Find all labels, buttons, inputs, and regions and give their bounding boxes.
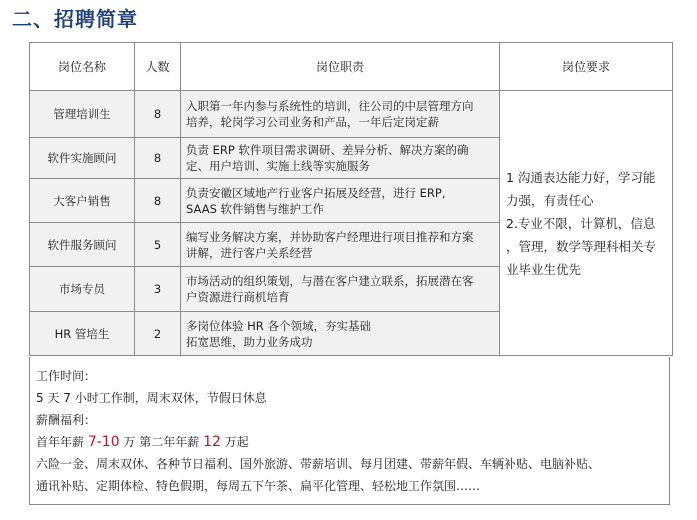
duty-line: 定、用户培训、实施上线等实施服务 bbox=[186, 159, 370, 173]
benefits-line: 六险一金、周末双休、各种节日福利、国外旅游、带薪培训、每月团建、带薪年假、车辆补贴、电脑补贴、 bbox=[36, 457, 601, 471]
duty-line: 市场活动的组织策划，与潜在客户建立联系，拓展潜在客 bbox=[186, 274, 474, 288]
duty-line: 拓宽思维，助力业务成功 bbox=[186, 334, 313, 349]
recruitment-table bbox=[29, 42, 673, 356]
duty-cell bbox=[181, 179, 500, 223]
position-name: HR 管培生 bbox=[30, 312, 135, 356]
duty-cell bbox=[181, 91, 500, 138]
position-name: 软件服务顾问 bbox=[30, 223, 135, 267]
salary-prefix: 首年年薪 bbox=[36, 435, 88, 449]
duty-line: 负责 ERP 软件项目需求调研、差异分析、解决方案的确 bbox=[186, 143, 469, 157]
headcount: 5 bbox=[135, 223, 181, 267]
duty-cell bbox=[181, 267, 500, 312]
duty-cell bbox=[181, 312, 500, 356]
duty-line: 户资源进行商机培育 bbox=[186, 290, 290, 304]
requirement-line: 1 沟通表达能力好，学习能 bbox=[506, 169, 656, 185]
headcount: 3 bbox=[135, 267, 181, 312]
headcount: 2 bbox=[135, 312, 181, 356]
requirement-line: 2.专业不限，计算机，信息 bbox=[506, 215, 656, 231]
requirement-line: ，管理，数学等理科相关专 bbox=[506, 238, 657, 254]
position-name: 管理培训生 bbox=[30, 91, 135, 138]
header-headcount: 人数 bbox=[135, 43, 181, 91]
duty-line: SAAS 软件销售与维护工作 bbox=[186, 201, 325, 216]
section-heading: 二、招聘简章 bbox=[12, 7, 138, 31]
duty-line: 多岗位体验 HR 各个领域，夯实基础 bbox=[186, 318, 371, 333]
work-time-label: 工作时间： bbox=[36, 369, 97, 383]
position-name: 软件实施顾问 bbox=[30, 138, 135, 179]
benefits-line: 通讯补贴、定期体检、特色假期，每周五下午茶、扁平化管理、轻松地工作氛围…… bbox=[36, 479, 481, 493]
first-year-salary: 7-10 bbox=[87, 434, 120, 450]
requirement-line: 力强，有责任心 bbox=[506, 192, 594, 208]
header-position-name: 岗位名称 bbox=[30, 43, 135, 91]
position-name: 大客户销售 bbox=[30, 179, 135, 223]
duty-cell bbox=[181, 138, 500, 179]
second-year-salary: 12 bbox=[203, 434, 221, 450]
headcount: 8 bbox=[135, 91, 181, 138]
table-header-row bbox=[30, 43, 673, 91]
welfare-box bbox=[29, 357, 670, 505]
table-row bbox=[30, 91, 673, 138]
header-requirements: 岗位要求 bbox=[500, 43, 673, 91]
requirement-line: 业毕业生优先 bbox=[506, 261, 582, 277]
duty-cell bbox=[181, 223, 500, 267]
headcount: 8 bbox=[135, 138, 181, 179]
headcount: 8 bbox=[135, 179, 181, 223]
header-duties: 岗位职责 bbox=[181, 43, 500, 91]
duty-line: 编写业务解决方案，并协助客户经理进行项目推荐和方案 bbox=[186, 229, 474, 244]
salary-suffix: 万起 bbox=[220, 435, 249, 449]
duty-line: 培养，轮岗学习公司业务和产品，一年后定岗定薪 bbox=[186, 115, 439, 129]
salary-mid: 万 第二年年薪 bbox=[119, 435, 204, 449]
salary-label: 薪酬福利： bbox=[36, 413, 97, 427]
duty-line: 负责安徽区域地产行业客户拓展及经营，进行 ERP, bbox=[186, 185, 446, 200]
salary-line bbox=[36, 431, 663, 453]
position-name: 市场专员 bbox=[30, 267, 135, 312]
duty-line: 讲解，进行客户关系经营 bbox=[186, 245, 313, 260]
work-time-text: 5 天 7 小时工作制，周末双休，节假日休息 bbox=[36, 391, 267, 405]
duty-line: 入职第一年内参与系统性的培训，往公司的中层管理方向 bbox=[186, 99, 474, 113]
requirements-cell bbox=[500, 91, 673, 356]
